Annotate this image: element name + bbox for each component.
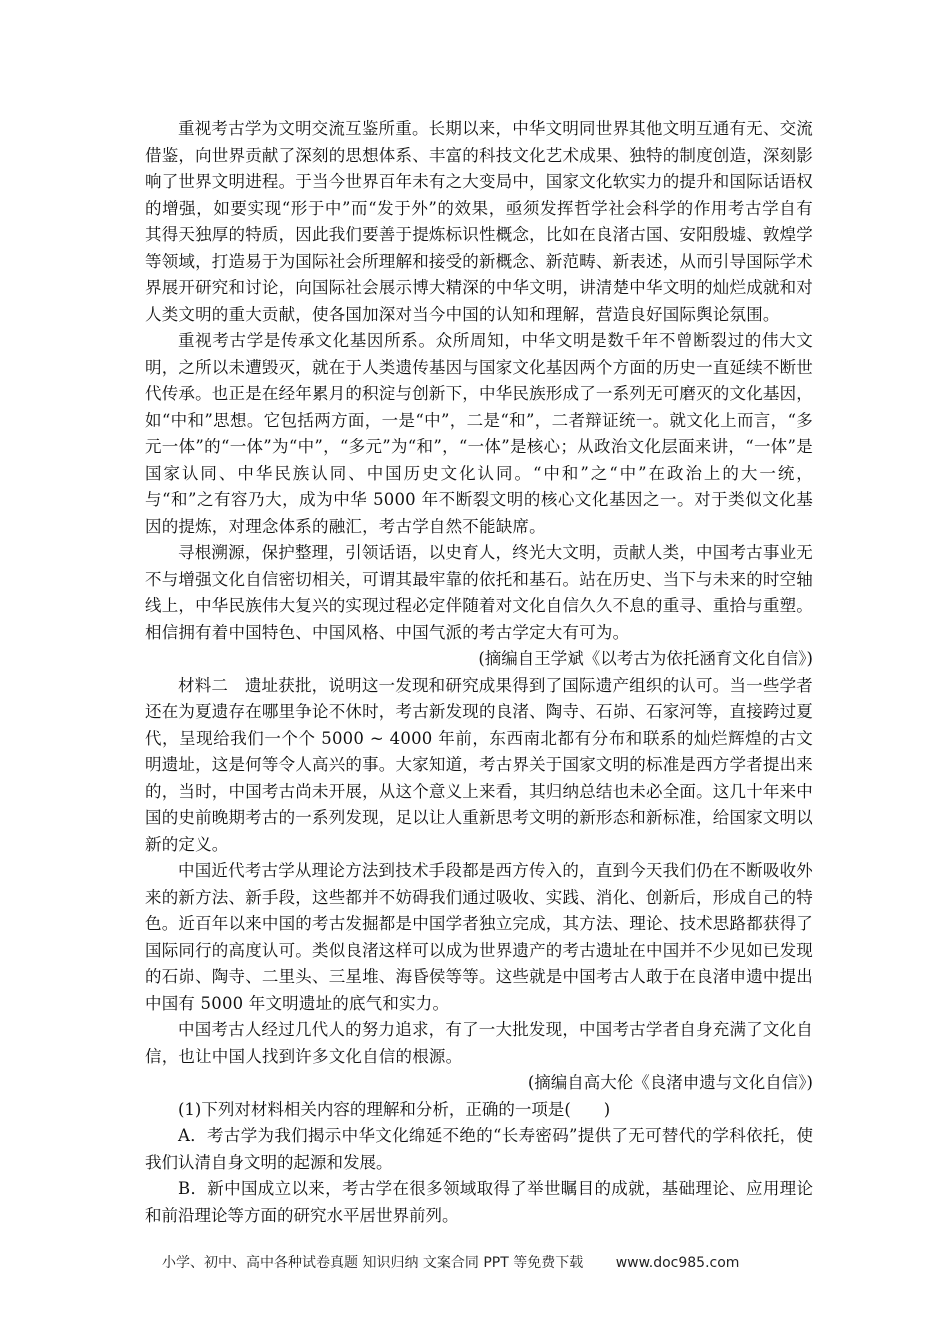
footer-text: 小学、初中、高中各种试卷真题 知识归纳 文案合同 PPT 等免费下载 xyxy=(162,1255,584,1271)
material-two-paragraph-3: 中国考古人经过几代人的努力追求，有了一大批发现，中国考古学者自身充满了文化自信，也让中国人找到许多文化自信的根源。 xyxy=(145,1020,813,1066)
material-two-paragraph-1: 材料二 遗址获批，说明这一发现和研究成果得到了国际遗产组织的认可。当一些学者还在为夏遗存在哪里争论不休时，考古新发现的良渚、陶寺、石峁、石家河等，直接跨过夏代，呈现给我们一个个 5000 ~ 4000 年前，东西南北都有分布和联系的灿烂辉煌的古文明遗址，这是何等令人高兴的事。大家知道，考古界关于国家文明的标准是西方学者提出来的，当时，中国考古尚未开展，从这个意义上来看，其归纳总结也未必全面。这几十年来中国的史前晚期考古的一系列发现，足以让人重新思考文明的新形态和新标准，给国家文明以新的定义。 xyxy=(145,675,813,854)
document-body xyxy=(145,116,813,1229)
source-citation-1: (摘编自王学斌《以考古为依托涵育文化自信》) xyxy=(478,649,813,668)
paragraph-3: 寻根溯源，保护整理，引领话语，以史育人，终光大文明，贡献人类，中国考古事业无不与增强文化自信密切相关，可谓其最牢靠的依托和基石。站在历史、当下与未来的时空轴线上，中华民族伟大复兴的实现过程必定伴随着对文化自信久久不息的重寻、重拾与重塑。相信拥有着中国特色、中国风格、中国气派的考古学定大有可为。 xyxy=(145,543,813,642)
material-two-paragraph-2: 中国近代考古学从理论方法到技术手段都是西方传入的，直到今天我们仍在不断吸收外来的新方法、新手段，这些都并不妨碍我们通过吸收、实践、消化、创新后，形成自己的特色。近百年以来中国的考古发掘都是中国学者独立完成，其方法、理论、技术思路都获得了国际同行的高度认可。类似良渚这样可以成为世界遗产的考古遗址在中国并不少见如已发现的石峁、陶寺、二里头、三星堆、海昏侯等等。这些就是中国考古人敢于在良渚申遗中提出中国有 5000 年文明遗址的底气和实力。 xyxy=(145,861,813,1013)
paragraph-2: 重视考古学是传承文化基因所系。众所周知，中华文明是数千年不曾断裂过的伟大文明，之所以未遭毁灭，就在于人类遗传基因与国家文化基因两个方面的历史一直延续不断世代传承。也正是在经年累月的积淀与创新下，中华民族形成了一系列无可磨灭的文化基因，如“中和”思想。它包括两方面，一是“中”，二是“和”，二者辩证统一。就文化上而言，“多元一体”的“一体”为“中”，“多元”为“和”，“一体”是核心；从政治文化层面来讲，“一体”是国家认同、中华民族认同、中国历史文化认同。“中和”之“中”在政治上的大一统，与“和”之有容乃大，成为中华 5000 年不断裂文明的核心文化基因之一。对于类似文化基因的提炼，对理念体系的融汇，考古学自然不能缺席。 xyxy=(145,331,813,536)
page-footer xyxy=(162,1252,802,1272)
question-1: (1)下列对材料相关内容的理解和分析，正确的一项是( ) xyxy=(178,1099,611,1119)
paragraph-1: 重视考古学为文明交流互鉴所重。长期以来，中华文明同世界其他文明互通有无、交流借鉴，向世界贡献了深刻的思想体系、丰富的科技文化艺术成果、独特的制度创造，深刻影响了世界文明进程。于当今世界百年未有之大变局中，国家文化软实力的提升和国际话语权的增强，如要实现“形于中”而“发于外”的效果，亟须发挥哲学社会科学的作用考古学自有其得天独厚的特质，因此我们要善于提炼标识性概念，比如在良渚古国、安阳殷墟、敦煌学等领域，打造易于为国际社会所理解和接受的新概念、新范畴、新表述，从而引导国际学术界展开研究和讨论，向国际社会展示博大精深的中华文明，讲清楚中华文明的灿烂成就和对人类文明的重大贡献，使各国加深对当今中国的认知和理解，营造良好国际舆论氛围。 xyxy=(145,119,813,324)
source-citation-2: (摘编自高大伦《良渚申遗与文化自信》) xyxy=(527,1073,813,1092)
option-a: A．考古学为我们揭示中华文化绵延不绝的“长寿密码”提供了无可替代的学科依托，使我们认清自身文明的起源和发展。 xyxy=(145,1126,813,1172)
option-b: B．新中国成立以来，考古学在很多领域取得了举世瞩目的成就，基础理论、应用理论和前沿理论等方面的研究水平居世界前列。 xyxy=(145,1179,813,1225)
footer-url: www.doc985.com xyxy=(615,1255,740,1271)
